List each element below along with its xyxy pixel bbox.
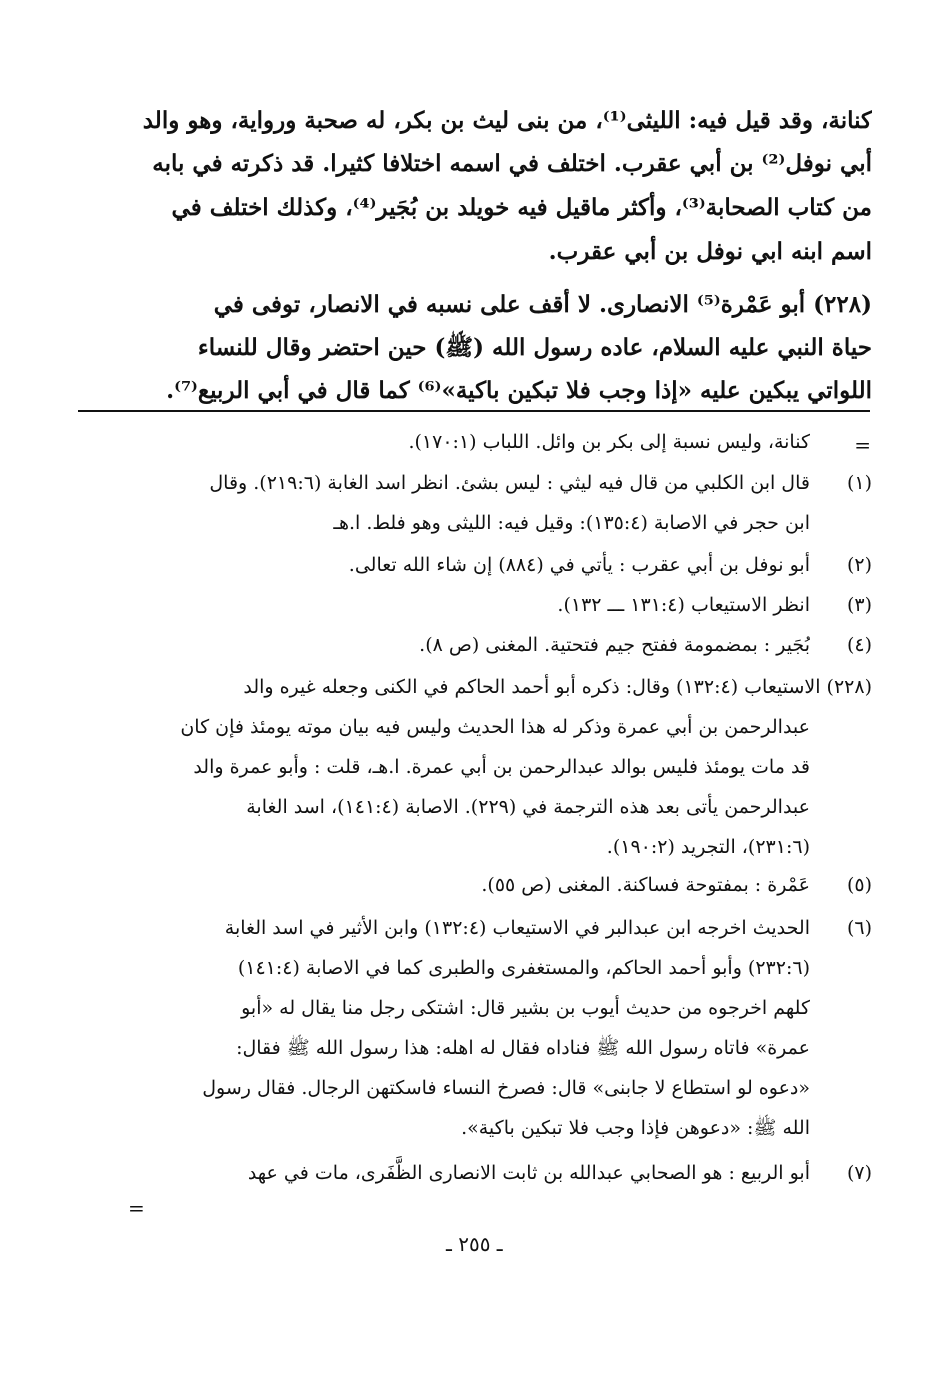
footnote-2-line-1: أبو نوفل بن أبي عقرب : يأتي في (٨٨٤) إن شاء الله تعالى. bbox=[348, 554, 810, 576]
main-line-6: حياة النبي عليه السلام، عاده رسول الله (ﷺ) حين احتضر وقال للنساء bbox=[197, 334, 872, 361]
footnote-1-line-2: ابن حجر في الاصابة (١٣٥:٤): وقيل فيه: الليثى وهو فلط. ا.هـ bbox=[333, 512, 810, 534]
main-line-7: اللواتي يبكين عليه «إذا وجب فلا تبكين باكية»⁽⁶⁾ كما قال في أبي الربيع⁽⁷⁾. bbox=[166, 377, 872, 404]
continuation-note: كنانة، وليس نسبة إلى بكر بن وائل. اللباب (١٧٠:١). bbox=[408, 431, 810, 453]
footnote-1-line-1: قال ابن الكلبي من قال فيه ليثي : ليس بشئ. انظر اسد الغابة (٢١٩:٦). وقال bbox=[209, 472, 810, 494]
continuation-mark: = bbox=[854, 433, 871, 457]
footnote-6-line-6: الله ﷺ: «دعوهن فإذا وجب فلا تبكين باكية». bbox=[461, 1117, 810, 1139]
footnote-2-number: (٢) bbox=[846, 554, 872, 576]
footnote-7-line-1: أبو الربيع : هو الصحابي عبدالله بن ثابت الانصارى الظَّفَرى، مات في عهد bbox=[247, 1162, 810, 1184]
footnote-228-line-3: قد مات يومئذ فليس بوالد عبدالرحمن بن أبي عمرة. ا.هـ، قلت : وأبو عمرة والد bbox=[193, 756, 810, 778]
footnote-6-line-1: الحديث اخرجه ابن عبدالبر في الاستيعاب (١٣٢:٤) وابن الأثير في اسد الغابة bbox=[224, 917, 810, 939]
footnote-5-line-1: عَمْرة : بمفتوحة فساكنة. المغنى (ص ٥٥). bbox=[481, 874, 810, 896]
footnote-5-number: (٥) bbox=[846, 874, 872, 896]
footnote-6-line-2: (٢٣٢:٦) وأبو أحمد الحاكم، والمستغفرى والطبرى كما في الاصابة (١٤١:٤) bbox=[237, 957, 810, 979]
footnote-4-number: (٤) bbox=[846, 634, 872, 656]
footnote-6-line-5: «دعوه لو استطاع لا جابنى» قال: فصرخ النساء فاسكتهن الرجال. فقال رسول bbox=[202, 1077, 810, 1099]
footnote-228-line-2: عبدالرحمن بن أبي عمرة وذكر له هذا الحديث وليس فيه بيان موته يومئذ فإن كان bbox=[180, 716, 810, 738]
footnote-4-line-1: بُجَير : بمضمومة ففتح جيم فتحتية. المغنى (ص ٨). bbox=[419, 634, 810, 656]
footnote-228-line-4: عبدالرحمن يأتى بعد هذه الترجمة في (٢٢٩). الاصابة (١٤١:٤)، اسد الغابة bbox=[246, 796, 810, 818]
footnote-6-number: (٦) bbox=[846, 917, 872, 939]
footnote-separator bbox=[78, 410, 870, 412]
footnote-1-number: (١) bbox=[846, 472, 872, 494]
main-line-4: اسم ابنه ابي نوفل بن أبي عقرب. bbox=[548, 238, 872, 265]
continuation-mark-end: = bbox=[128, 1196, 145, 1220]
footnote-3-number: (٣) bbox=[846, 594, 872, 616]
footnote-228-line-5: (٢٣١:٦)، التجريد (١٩٠:٢). bbox=[606, 836, 810, 858]
footnote-6-line-3: كلهم اخرجوه من حديث أيوب بن بشير قال: اشتكى رجل منا يقال له «أبو bbox=[241, 997, 810, 1019]
page-number: ـ ٢٥٥ ـ bbox=[446, 1232, 503, 1256]
main-line-3: من كتاب الصحابة⁽³⁾، وأكثر ماقيل فيه خويلد بن بُجَير⁽⁴⁾، وكذلك اختلف في bbox=[171, 194, 872, 221]
main-line-5: (٢٢٨) أبو عَمْرة⁽⁵⁾ الانصارى. لا أقف على نسبه في الانصار، توفى في bbox=[213, 291, 872, 318]
footnote-6-line-4: عمرة» فاتاه رسول الله ﷺ فناداه فقال له اهله: هذا رسول الله ﷺ فقال: bbox=[236, 1037, 810, 1059]
main-line-2: أبي نوفل⁽²⁾ بن أبي عقرب. اختلف في اسمه اختلافا كثيرا. قد ذكرته في بابه bbox=[152, 150, 872, 177]
footnote-3-line-1: انظر الاستيعاب (١٣١:٤ ـــ ١٣٢). bbox=[557, 594, 810, 616]
main-line-1: كنانة، وقد قيل فيه: الليثى⁽¹⁾، من بنى ليث بن بكر، له صحبة ورواية، وهو والد bbox=[142, 107, 872, 134]
footnote-7-number: (٧) bbox=[846, 1162, 872, 1184]
footnote-228-line-1: (٢٢٨) الاستيعاب (١٣٢:٤) وقال: ذكره أبو أحمد الحاكم في الكنى وجعله غيره والد bbox=[243, 676, 872, 698]
